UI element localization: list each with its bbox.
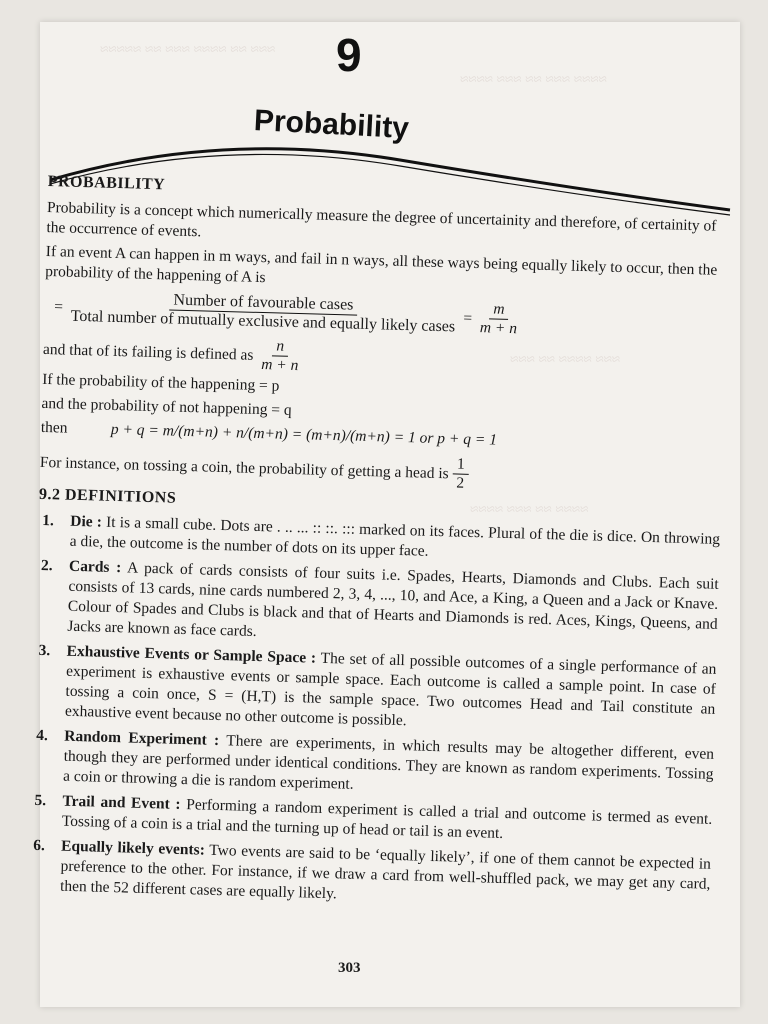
- formula-equals: =: [463, 309, 473, 327]
- item-number: 3.: [38, 641, 51, 660]
- bleed-through: ≈≈≈ ≈≈≈≈ ≈≈ ≈≈≈: [510, 352, 621, 368]
- fraction-numerator: n: [272, 337, 288, 356]
- item-text: A pack of cards consists of four suits i.e. Spades, Hearts, Diamonds and Clubs. Each suit consists of 13 cards, nine cards numbered 2, 3, 4, ..., 10, and Ace, a King, a Queen and a Jack or Knave. Colour of Spades and Clubs is black and that of Hearts and Diamonds is red. Aces, Kings, Queens, and Jacks are known as face cards.: [67, 559, 719, 641]
- item-term: Trail and Event :: [62, 792, 181, 813]
- item-text: The set of all possible outcomes of a single performance of an experiment is exhaustive events or sample space. Each outcome is called a sample point. In case of tossing a coin once, S = (H,T) is the sample space. Two outcomes Head and Tail constitute an exhaustive event because no other outcome is possible.: [64, 649, 717, 730]
- section-number: 9.2: [38, 485, 61, 504]
- probability-fraction: [66, 289, 459, 337]
- item-body: [65, 642, 717, 740]
- event-paragraph: If an event A can happen in m ways, and fail in n ways, all these ways being equally likely to occur, then the probability of the happening of A is: [44, 242, 718, 287]
- fraction-denominator: m + n: [479, 319, 518, 338]
- formula-equals: =: [54, 297, 64, 315]
- item-term: Exhaustive Events or Sample Space :: [66, 642, 317, 667]
- fraction-denominator: Total number of mutually exclusive and equally likely cases: [70, 307, 456, 336]
- item-text: Performing a random experiment is called a trial and outcome is termed as event. Tossing of a coin is a trial and the turning up of head or tail is an event.: [61, 796, 713, 842]
- then-label: then: [40, 418, 68, 437]
- item-text: Two events are said to be ‘equally likely’, if one of them cannot be expected in preference to the other. For instance, if we draw a card from well-shuffled pack, we may get any card, then the 52 different cases are equally likely.: [59, 841, 712, 903]
- fraction-denominator: 2: [456, 474, 465, 492]
- fraction-numerator: Number of favourable cases: [169, 291, 357, 315]
- section-title: DEFINITIONS: [64, 486, 177, 507]
- fraction-numerator: 1: [453, 455, 469, 474]
- not-happening-line: and the probability of not happening = q: [41, 394, 292, 419]
- intro-paragraph: Probability is a concept which numerically measure the degree of uncertainity and therefore, of certainity of the occurrence of events.: [46, 198, 717, 241]
- item-number: 5.: [34, 791, 47, 810]
- item-text: There are experiments, in which results may be altogether different, even though they are performed under identical conditions. They are known as random experiments. Tossing a coin or throwing a die is random experiment.: [62, 732, 715, 793]
- item-term: Equally likely events:: [60, 837, 206, 859]
- one-half-fraction: [452, 455, 469, 492]
- book-page: [32, 22, 740, 1007]
- item-number: 4.: [36, 726, 49, 745]
- n-over-m-plus-n: [257, 337, 303, 375]
- definitions-list: [28, 511, 720, 915]
- coin-text: For instance, on tossing a coin, the probability of getting a head is: [39, 453, 449, 482]
- item-body: [67, 557, 719, 655]
- failing-text: and that of its failing is defined as: [42, 340, 254, 364]
- item-term: Random Experiment :: [64, 727, 220, 749]
- section-heading-probability: PROBABILITY: [47, 172, 166, 194]
- page-number: 303: [338, 960, 361, 976]
- item-number: 2.: [40, 556, 53, 575]
- definition-item: [33, 641, 717, 740]
- fraction-denominator: m + n: [260, 356, 299, 375]
- item-number: 6.: [32, 836, 46, 855]
- item-number: 1.: [42, 511, 55, 530]
- item-term: Die :: [70, 512, 103, 531]
- definition-item: [35, 556, 719, 655]
- sum-equation: p + q = m/(m+n) + n/(m+n) = (m+n)/(m+n) = 1 or p + q = 1: [110, 420, 498, 449]
- bleed-through: ≈≈≈≈ ≈≈≈ ≈≈ ≈≈≈ ≈≈≈≈: [460, 72, 607, 88]
- bleed-through: ≈≈≈≈ ≈≈ ≈≈≈ ≈≈≈≈: [470, 502, 589, 518]
- happening-line: If the probability of the happening = p: [41, 370, 280, 395]
- item-body: [63, 727, 714, 805]
- item-text: It is a small cube. Dots are . .. ... :: ::. ::: marked on its faces. Plural of the die is dice. On throwing a die, the outcome is the number of dots on its upper face.: [69, 513, 721, 560]
- item-body: [60, 837, 711, 915]
- chapter-title: Probability: [253, 104, 410, 146]
- bleed-through: ≈≈≈ ≈≈ ≈≈≈≈ ≈≈≈ ≈≈ ≈≈≈≈≈: [100, 42, 276, 58]
- chapter-number: 9: [336, 29, 362, 81]
- m-over-m-plus-n: [476, 300, 522, 338]
- definition-item: [28, 836, 711, 915]
- item-term: Cards :: [68, 557, 122, 577]
- page-content: [28, 172, 730, 920]
- fraction-numerator: m: [489, 300, 509, 320]
